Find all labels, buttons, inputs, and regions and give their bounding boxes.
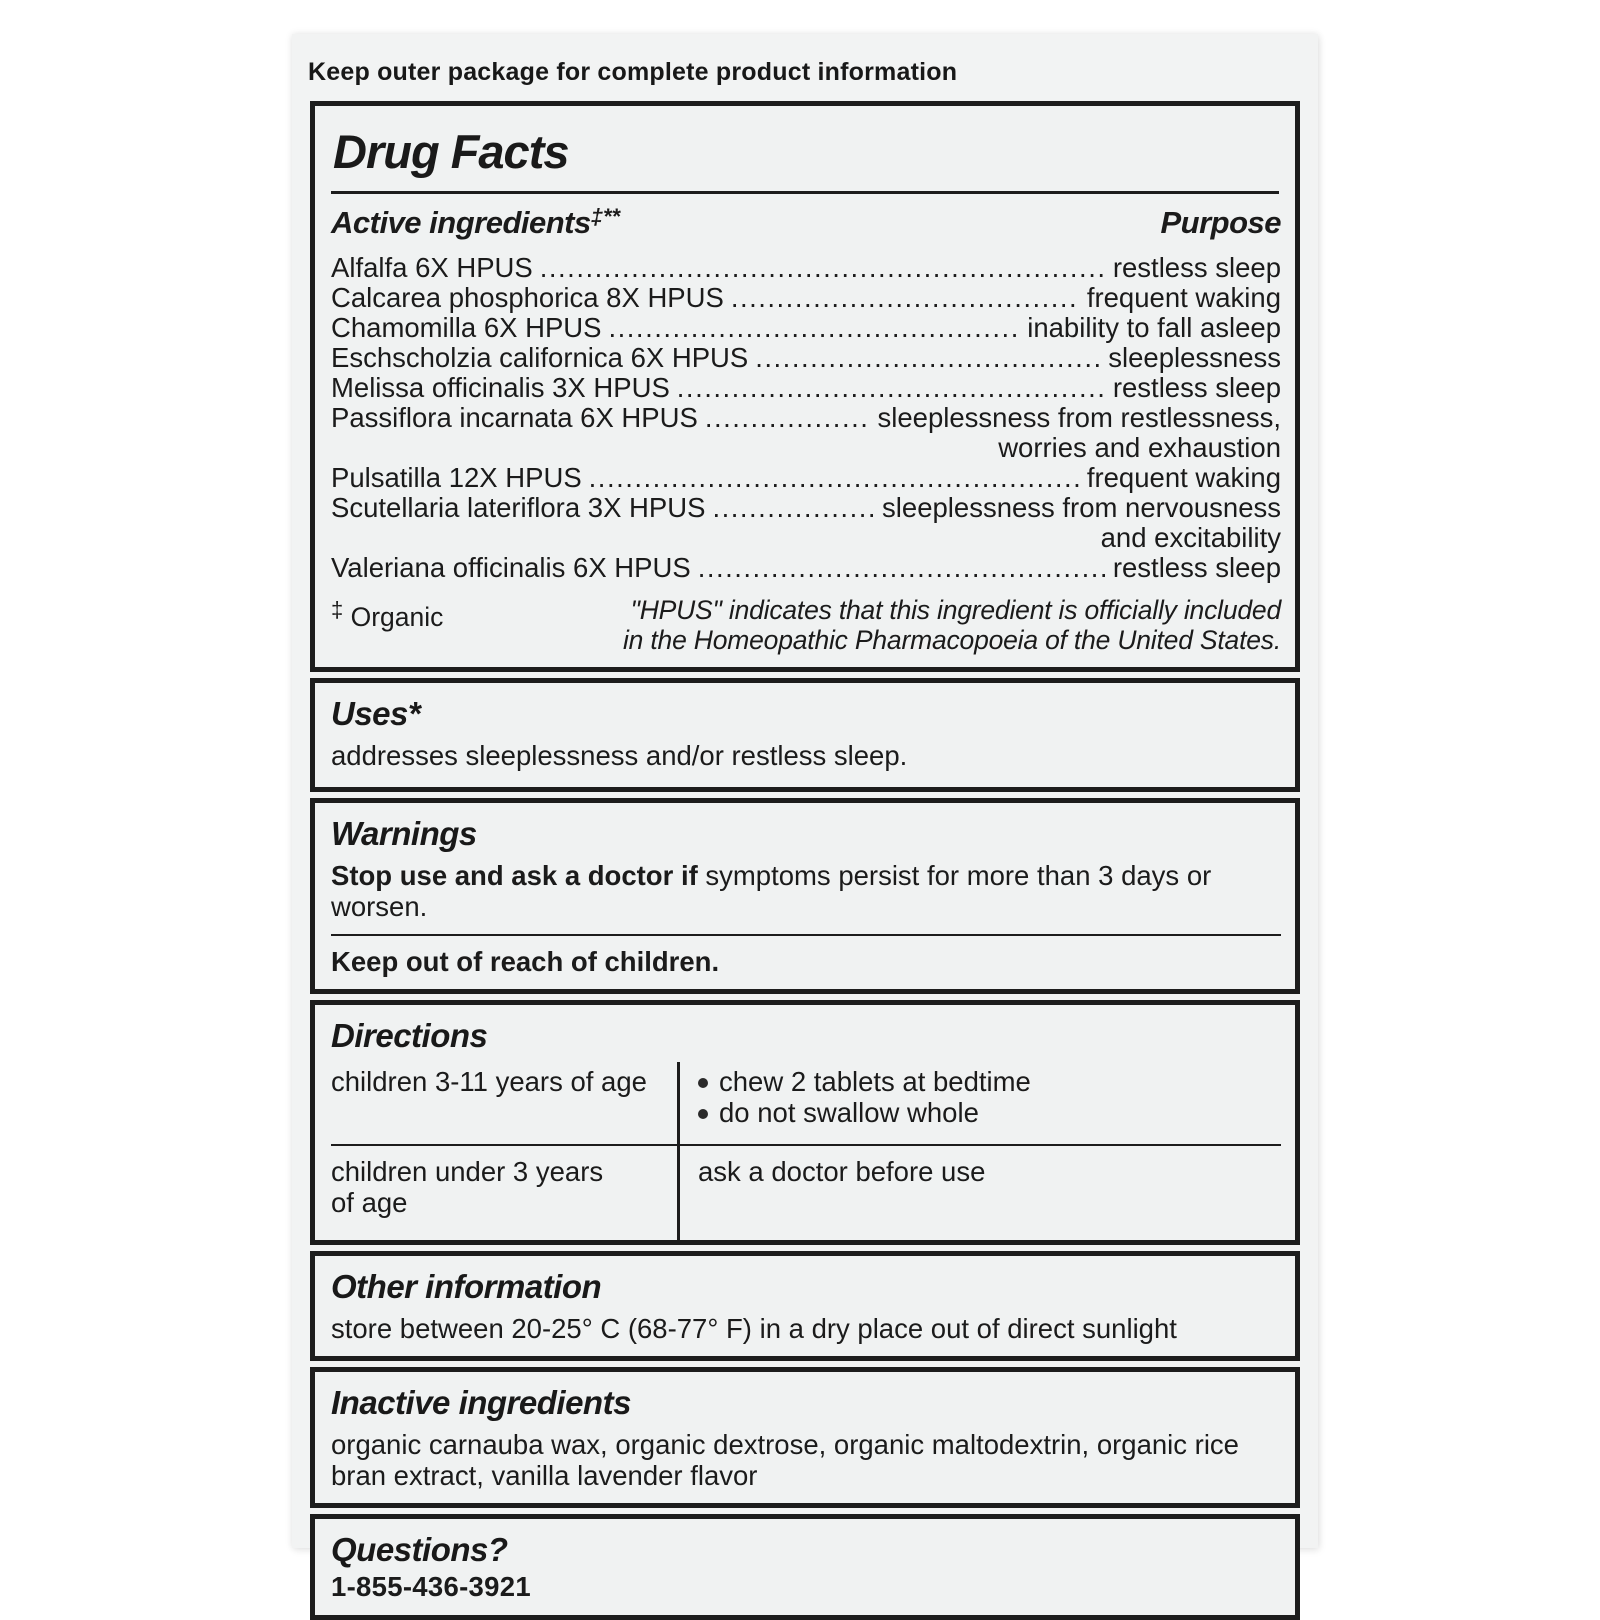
ingredient-row	[331, 283, 1281, 313]
stop-use-text: Stop use and ask a doctor if symptoms persist for more than 3 days or worsen.	[331, 860, 1212, 922]
uses-section	[310, 678, 1300, 792]
questions-heading: Questions?	[331, 1531, 508, 1568]
ingredient-name: Alfalfa 6X HPUS	[331, 252, 533, 283]
active-ingredients-heading: Active ingredients‡**	[331, 204, 621, 240]
divider	[331, 934, 1281, 936]
warnings-heading: Warnings	[331, 815, 477, 852]
ingredient-purpose: restless sleep	[1112, 372, 1281, 403]
instruction-cell: ask a doctor before use	[677, 1144, 1281, 1240]
ingredient-row	[331, 373, 1281, 403]
footnote-row	[331, 595, 1281, 655]
directions-table	[331, 1062, 1281, 1240]
age-group-cell	[331, 1144, 677, 1240]
ingredient-name: Scutellaria lateriflora 3X HPUS	[331, 492, 706, 523]
dot-leader	[731, 283, 1080, 313]
ingredient-name: Pulsatilla 12X HPUS	[331, 462, 582, 493]
outer-package-note: Keep outer package for complete product information	[308, 58, 958, 86]
active-ingredients-header-row	[331, 204, 1281, 241]
inactive-ingredients-section	[310, 1367, 1300, 1508]
questions-section	[310, 1514, 1300, 1620]
footnote-marker: ‡**	[590, 204, 621, 229]
ingredient-row	[331, 493, 1281, 523]
age-group-text: children under 3 years of age	[331, 1156, 604, 1218]
instruction-bullet-line	[698, 1066, 1271, 1097]
bullet-icon	[698, 1078, 708, 1088]
warnings-section	[310, 798, 1300, 994]
ingredient-purpose: restless sleep	[1112, 552, 1281, 583]
ingredient-name: Eschscholzia californica 6X HPUS	[331, 342, 749, 373]
ingredient-row	[331, 403, 1281, 433]
instruction-cell	[677, 1062, 1281, 1144]
uses-text: addresses sleeplessness and/or restless sleep.	[331, 740, 908, 771]
ingredient-row	[331, 253, 1281, 283]
age-group-cell: children 3-11 years of age	[331, 1066, 647, 1097]
ingredient-purpose: sleeplessness from restlessness,	[877, 402, 1281, 433]
other-information-text: store between 20-25° C (68-77° F) in a dry place out of direct sunlight	[331, 1313, 1177, 1344]
ingredient-row	[331, 343, 1281, 373]
phone-number: 1-855-436-3921	[331, 1571, 531, 1602]
hpus-note-line1: "HPUS" indicates that this ingredient is officially included	[630, 595, 1281, 625]
ingredient-purpose: sleeplessness	[1108, 342, 1281, 373]
double-dagger-symbol: ‡	[331, 597, 344, 622]
ingredient-name: Calcarea phosphorica 8X HPUS	[331, 282, 724, 313]
bullet-icon	[698, 1109, 708, 1119]
uses-heading: Uses*	[331, 695, 421, 732]
directions-heading: Directions	[331, 1017, 488, 1054]
hpus-note-line2: in the Homeopathic Pharmacopoeia of the United States.	[623, 625, 1281, 655]
dot-leader	[705, 403, 871, 433]
ingredient-row	[331, 313, 1281, 343]
ingredient-purpose: frequent waking	[1086, 462, 1281, 493]
ingredient-purpose-continuation: and excitability	[1100, 522, 1281, 553]
drug-facts-label	[310, 101, 1300, 1620]
dot-leader	[589, 463, 1080, 493]
stop-use-bold-lead: Stop use and ask a doctor if	[331, 860, 698, 891]
label-panel	[292, 34, 1318, 1602]
ingredient-purpose: frequent waking	[1086, 282, 1281, 313]
ingredient-purpose: restless sleep	[1112, 252, 1281, 283]
ingredient-name: Valeriana officinalis 6X HPUS	[331, 552, 691, 583]
ingredient-name: Passiflora incarnata 6X HPUS	[331, 402, 698, 433]
ingredient-row	[331, 463, 1281, 493]
ingredient-name: Melissa officinalis 3X HPUS	[331, 372, 670, 403]
ingredient-row	[331, 553, 1281, 583]
divider	[331, 191, 1279, 194]
drug-facts-section	[310, 101, 1300, 672]
inactive-ingredients-text: organic carnauba wax, organic dextrose, organic maltodextrin, organic rice bran extract, vanilla lavender flavor	[331, 1429, 1239, 1491]
purpose-heading: Purpose	[1160, 205, 1281, 240]
dot-leader	[540, 253, 1106, 283]
instruction-bullet-line	[698, 1097, 1271, 1128]
instruction-text: chew 2 tablets at bedtime	[719, 1066, 1031, 1097]
dot-leader	[712, 493, 875, 523]
keep-out-of-reach-text: Keep out of reach of children.	[331, 946, 720, 977]
directions-section	[310, 1000, 1300, 1245]
ingredient-purpose: sleeplessness from nervousness	[882, 492, 1281, 523]
other-information-section	[310, 1251, 1300, 1361]
dot-leader	[677, 373, 1106, 403]
drug-facts-title: Drug Facts	[333, 125, 569, 178]
ingredient-name: Chamomilla 6X HPUS	[331, 312, 602, 343]
ingredient-purpose-continuation: worries and exhaustion	[998, 432, 1281, 463]
dot-leader	[755, 343, 1101, 373]
organic-footnote: ‡ Organic	[331, 597, 444, 632]
instruction-text: do not swallow whole	[719, 1097, 979, 1128]
inactive-ingredients-heading: Inactive ingredients	[331, 1384, 631, 1421]
hpus-note	[566, 595, 1281, 655]
dot-leader	[698, 553, 1106, 583]
other-information-heading: Other information	[331, 1268, 602, 1305]
dot-leader	[609, 313, 1021, 343]
ingredient-purpose: inability to fall asleep	[1027, 312, 1281, 343]
